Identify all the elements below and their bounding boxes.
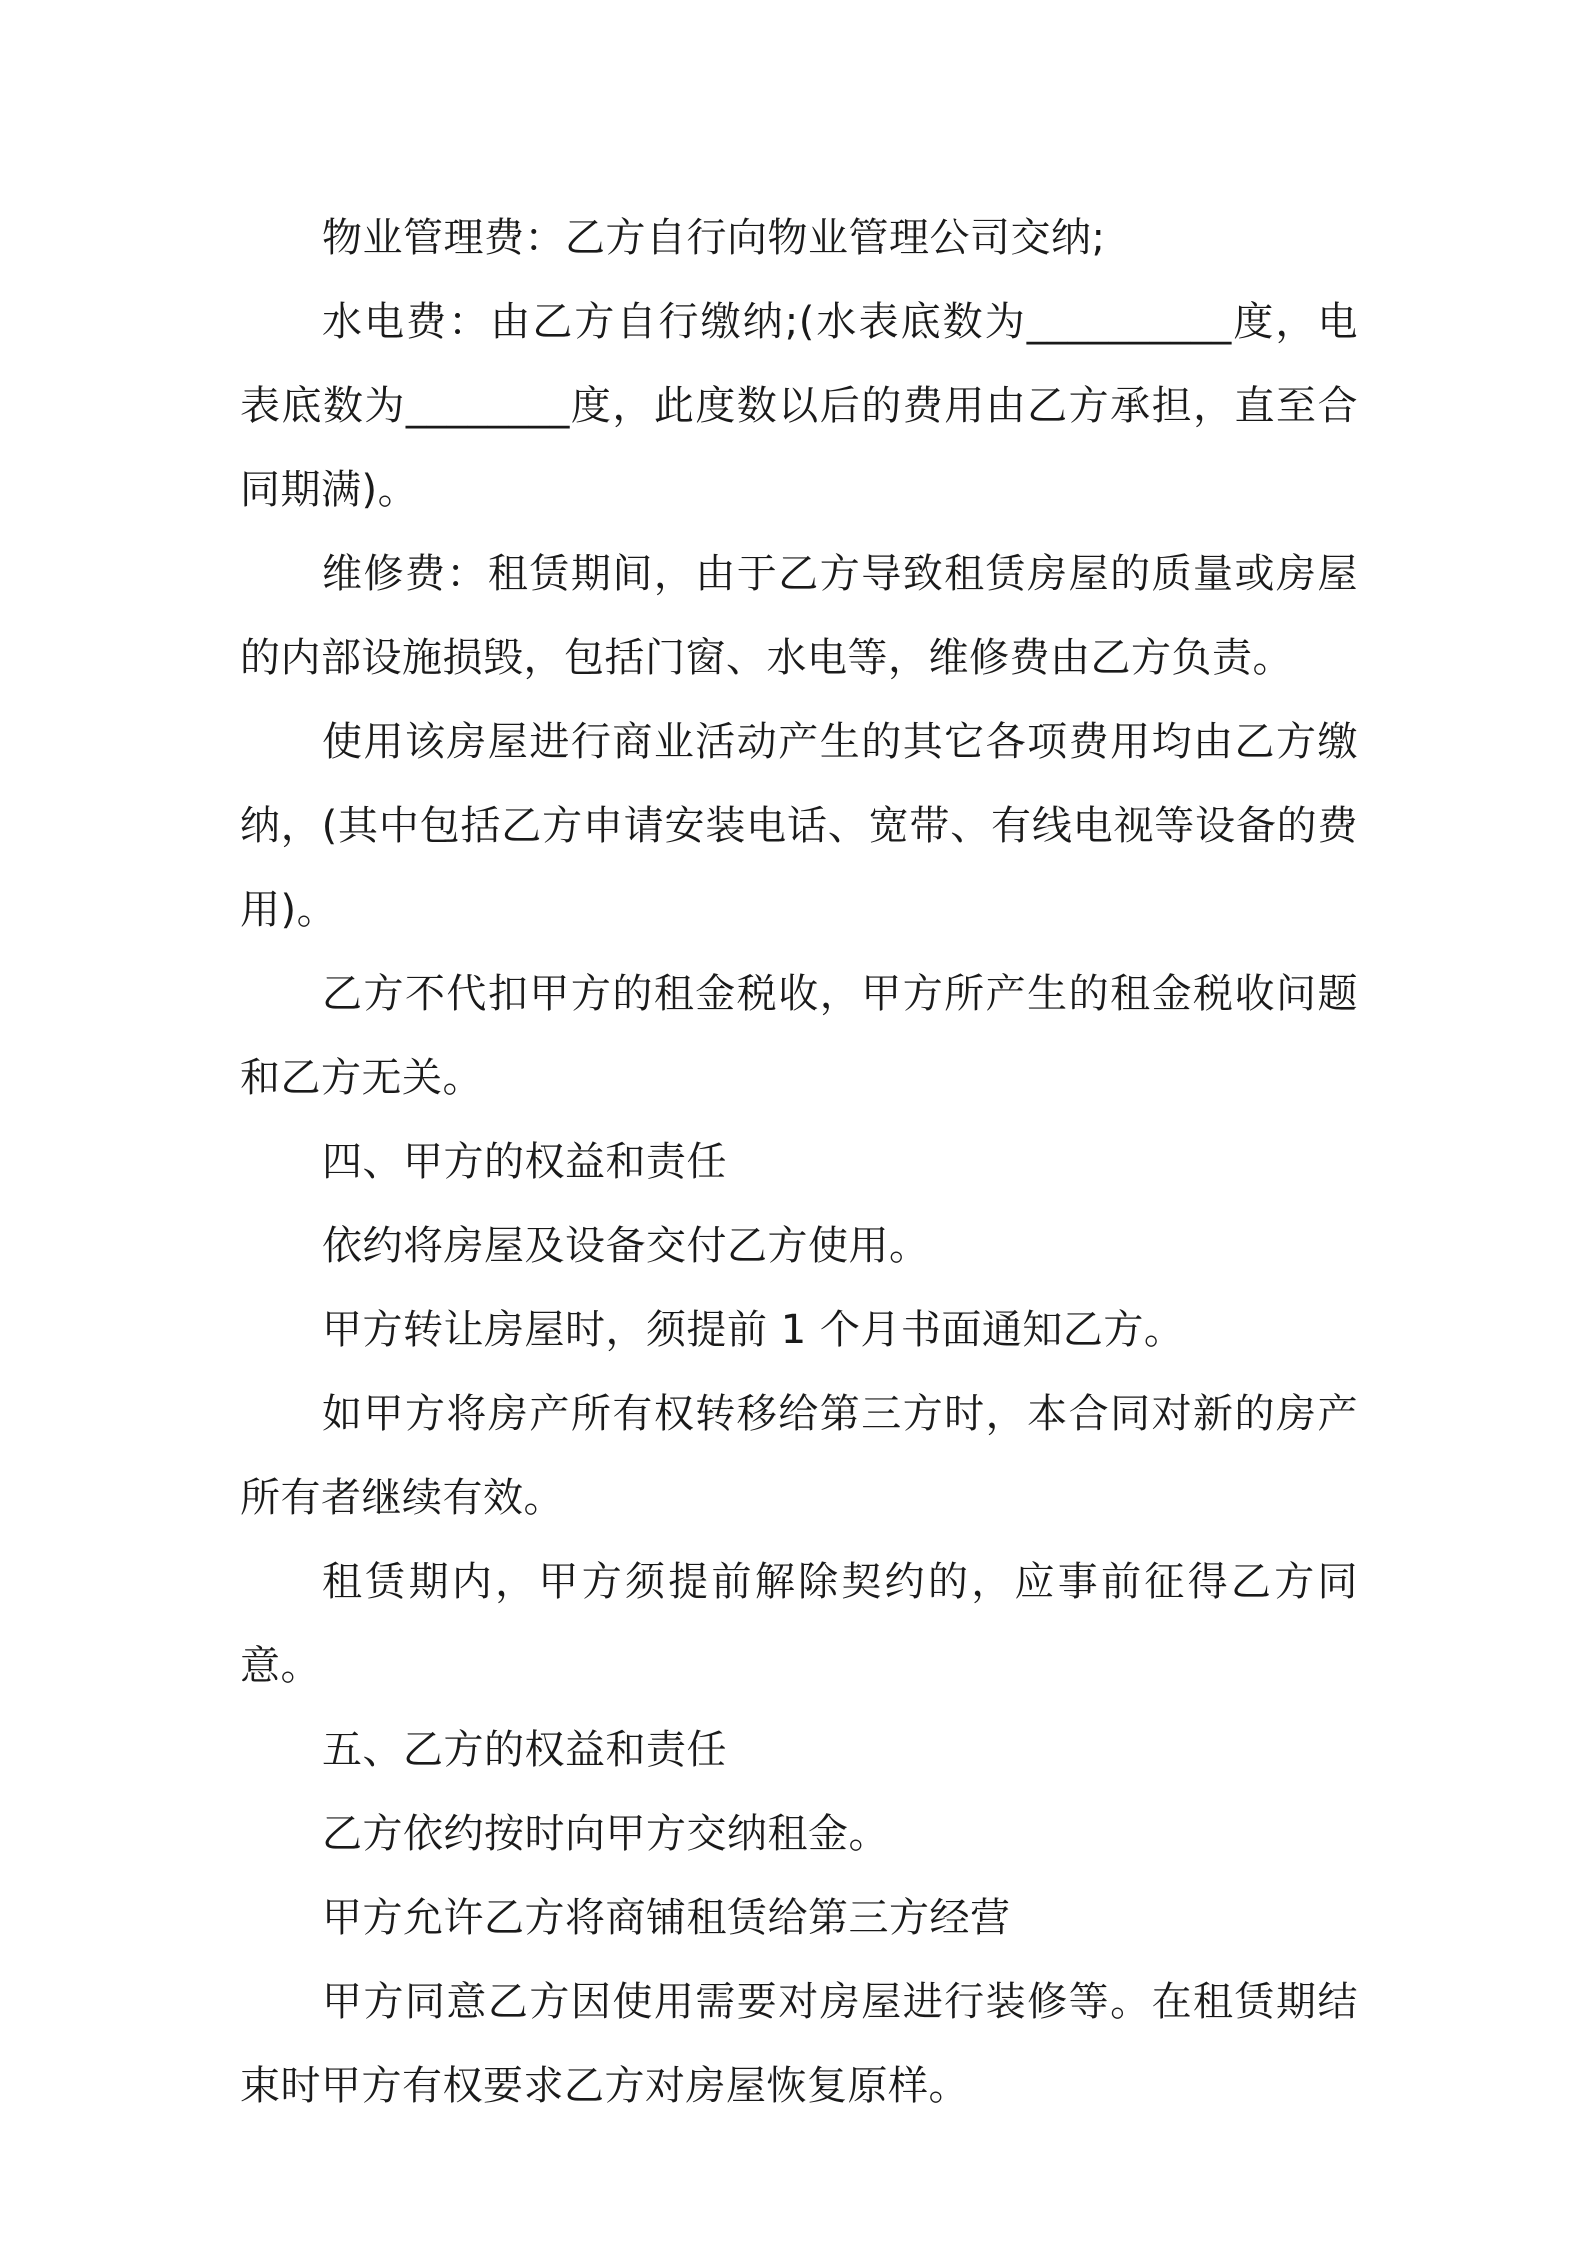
section-heading-party-a: 四、甲方的权益和责任 — [322, 1139, 727, 1185]
clause-property-fee: 物业管理费：乙方自行向物业管理公司交纳; — [322, 215, 1106, 261]
clause-sublease: 甲方允许乙方将商铺租赁给第三方经营 — [322, 1895, 1011, 1941]
document-page — [240, 196, 1358, 2128]
clause-renovation: 甲方同意乙方因使用需要对房屋进行装修等。在租赁期结束时甲方有权要求乙方对房屋恢复原样。 — [240, 1979, 1358, 2109]
clause-rent-tax: 乙方不代扣甲方的租金税收，甲方所产生的租金税收问题和乙方无关。 — [240, 971, 1358, 1101]
clause-maintenance-fee: 维修费：租赁期间，由于乙方导致租赁房屋的质量或房屋的内部设施损毁，包括门窗、水电等，维修费由乙方负责。 — [240, 551, 1358, 681]
clause-ownership-transfer: 如甲方将房产所有权转移给第三方时，本合同对新的房产所有者继续有效。 — [240, 1391, 1358, 1521]
section-heading-party-b: 五、乙方的权益和责任 — [322, 1727, 727, 1773]
clause-utilities-fee: 水电费：由乙方自行缴纳;(水表底数为__________度，电表底数为________度，此度数以后的费用由乙方承担，直至合同期满)。 — [240, 299, 1358, 513]
clause-pay-rent: 乙方依约按时向甲方交纳租金。 — [322, 1811, 889, 1857]
clause-transfer-notice: 甲方转让房屋时，须提前 1 个月书面通知乙方。 — [322, 1307, 1185, 1353]
clause-deliver-property: 依约将房屋及设备交付乙方使用。 — [322, 1223, 930, 1269]
clause-business-expenses: 使用该房屋进行商业活动产生的其它各项费用均由乙方缴纳，(其中包括乙方申请安装电话、宽带、有线电视等设备的费用)。 — [240, 719, 1358, 933]
clause-early-termination: 租赁期内，甲方须提前解除契约的，应事前征得乙方同意。 — [240, 1559, 1358, 1689]
